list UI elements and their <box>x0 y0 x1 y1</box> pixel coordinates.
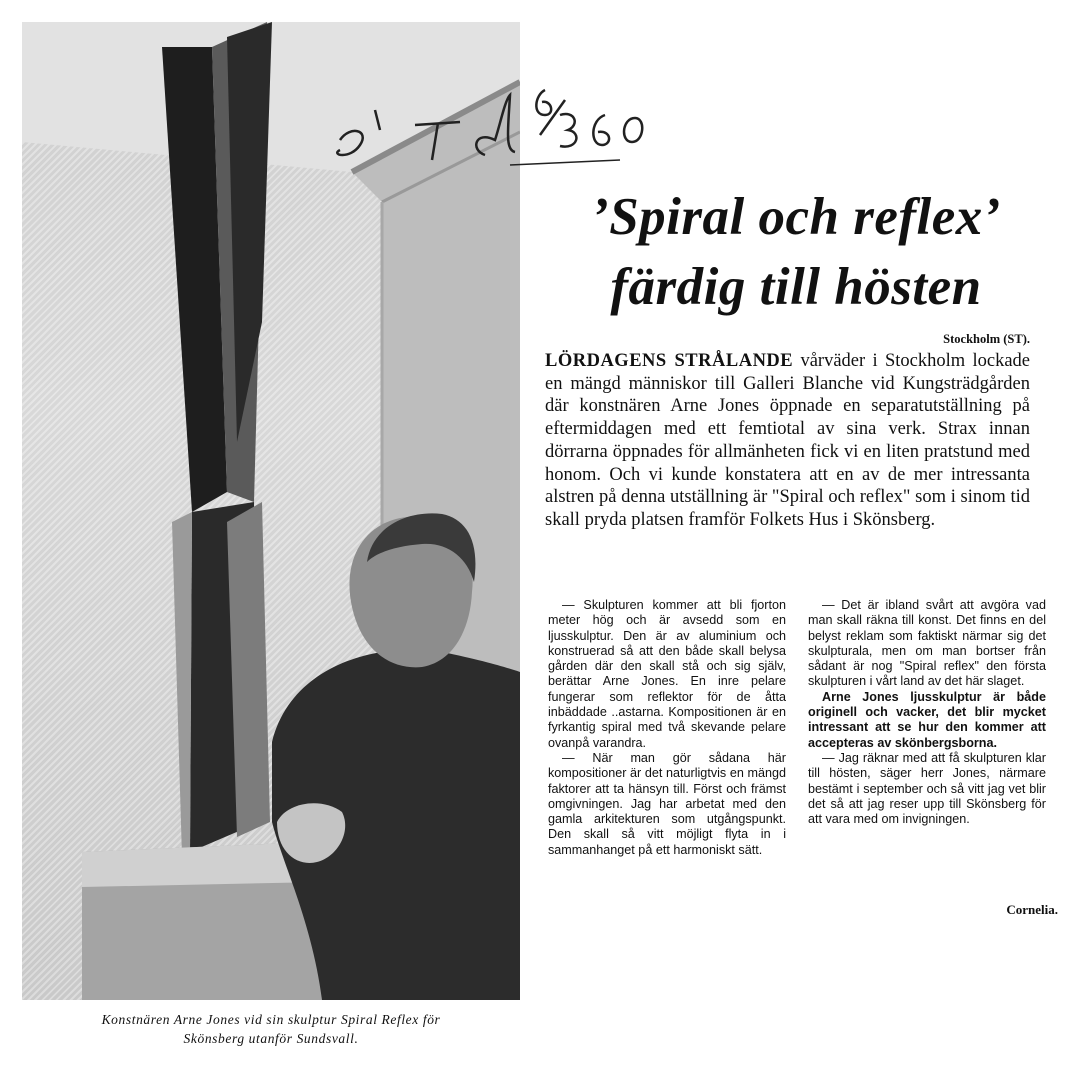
caption-line-1: Konstnären Arne Jones vid sin skulptur Spiral Reflex för <box>101 1012 441 1027</box>
sculpture-shape <box>162 22 272 857</box>
paragraph: — Det är ibland svårt att avgöra vad man skall räkna till konst. Det finns en del belyst reklam som faktiskt närmar sig det skulpturala, men om man bortser från sådant är nog "Spiral reflex" den första skulpturen i vårt land av det här slaget. <box>808 598 1046 689</box>
paragraph: — Skulpturen kommer att bli fjorton meter hög och är avsedd som en ljusskulptur. Den är av aluminium och konstruerad så att den både skall belysa gården där den skall stå och sig själv, berättar Arne Jones. En inre pelare fungerar som reflektor för de åtta inbäddade ..astarna. Kompositionen är en fyrkantig spiral med två skevande pelare ovanpå varandra. <box>548 598 786 750</box>
article-column-left <box>548 598 786 858</box>
caption-line-2: Skönsberg utanför Sundsvall. <box>183 1031 359 1046</box>
lead-text: vårväder i Stockholm lockade en mängd människor till Galleri Blanche vid Kungsträdgården där konstnären Arne Jones öppnade en separatutställning på eftermiddagen med ett femtiotal av sina verk. Strax innan dörrarna öppnades för allmänheten fick vi en liten pratstund med honom. Och vi kunde konstatera att en av de mer intressanta alstren på denna utställning är "Spiral och reflex" som i sinom tid skall pryda platsen framför Folkets Hus i Skönsberg. <box>545 351 1031 530</box>
author-signature: Cornelia. <box>1006 902 1058 917</box>
article-column-right <box>808 598 1046 827</box>
paragraph: — När man gör sådana här kompositioner är det naturligtvis en mängd faktorer att ta hänsyn till. Först och främst omgivningen. Jag har arbetat med den gamla arkitekturen som utgångspunkt. Den skall så vitt möjligt flyta in i sammanhanget på ett harmoniskt sätt. <box>548 750 786 857</box>
lead-paragraph <box>545 350 1030 532</box>
lead-kicker: LÖRDAGENS STRÅLANDE <box>545 351 794 371</box>
dateline: Stockholm (ST). <box>943 332 1030 346</box>
headline-line-2: färdig till hösten <box>610 258 982 316</box>
paragraph: Arne Jones ljusskulptur är både originell och vacker, det blir mycket intressant att se hur den kommer att accepteras av skönbergsborna. <box>808 689 1046 750</box>
photo-caption <box>22 1010 520 1048</box>
handwritten-annotation <box>320 70 660 180</box>
paragraph: — Jag räknar med att få skulpturen klar till hösten, säger herr Jones, närmare bestämt i september och så vitt jag vet blir det så att jag reser upp till Skönsberg för att vara med om invigningen. <box>808 750 1046 827</box>
headline-line-1: ’Spiral och reflex’ <box>591 188 1001 246</box>
headline <box>536 182 1056 322</box>
